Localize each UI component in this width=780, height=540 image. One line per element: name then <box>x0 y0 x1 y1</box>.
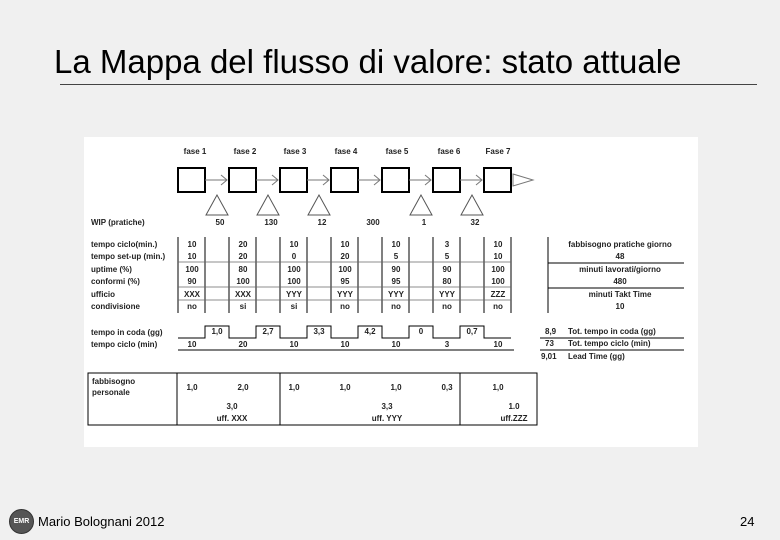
process-box <box>178 168 205 192</box>
cycle-time-value: 20 <box>238 340 248 349</box>
phase-data-cell: 10 <box>187 240 197 249</box>
cycle-time-value: 10 <box>187 340 197 349</box>
office-total: 3,0 <box>226 402 238 411</box>
company-logo: EMR <box>9 509 34 534</box>
cycle-time-value: 3 <box>444 340 450 349</box>
staff-value: 2,0 <box>237 383 249 392</box>
wip-value: 50 <box>215 218 225 227</box>
wip-value: 1 <box>421 218 427 227</box>
wip-label: WIP (pratiche) <box>91 218 145 227</box>
staff-value: 1,0 <box>339 383 351 392</box>
footer-author: Mario Bolognani 2012 <box>38 514 165 529</box>
staff-label: personale <box>92 388 130 397</box>
queue-time-value: 4,2 <box>364 327 376 336</box>
phase-label: fase 4 <box>334 147 358 156</box>
cycle-time-value: 10 <box>289 340 299 349</box>
phase-data-cell: 5 <box>444 252 450 261</box>
phase-data-cell: 5 <box>393 252 399 261</box>
row-label: conformi (%) <box>91 277 140 286</box>
output-arrow <box>513 174 533 186</box>
push-arrow <box>460 175 482 185</box>
cycle-time-value: 10 <box>391 340 401 349</box>
takt-label: fabbisogno pratiche giorno <box>568 240 672 249</box>
takt-value: 480 <box>613 277 627 286</box>
takt-label: minuti lavorati/giorno <box>579 265 661 274</box>
cycle-time-value: 10 <box>340 340 350 349</box>
summary-label: Lead Time (gg) <box>568 352 625 361</box>
row-label: uptime (%) <box>91 265 132 274</box>
phase-data-cell: 95 <box>340 277 350 286</box>
process-box <box>331 168 358 192</box>
process-box <box>280 168 307 192</box>
wip-value: 300 <box>366 218 380 227</box>
summary-value: 9,01 <box>541 352 557 361</box>
inventory-triangle <box>206 195 228 215</box>
staff-value: 1,0 <box>492 383 504 392</box>
phase-data-cell: 20 <box>238 240 248 249</box>
phase-data-cell: 10 <box>187 252 197 261</box>
phase-data-cell: 100 <box>491 265 505 274</box>
phase-data-cell: 0 <box>291 252 297 261</box>
value-stream-map-image <box>84 137 698 447</box>
phase-label: fase 6 <box>437 147 461 156</box>
phase-data-cell: 10 <box>340 240 350 249</box>
push-arrow <box>358 175 380 185</box>
inventory-triangle <box>308 195 330 215</box>
inventory-triangle <box>461 195 483 215</box>
timeline-label: tempo in coda (gg) <box>91 328 163 337</box>
staff-label: fabbisogno <box>92 377 136 386</box>
push-arrow <box>205 175 227 185</box>
inventory-triangle <box>410 195 432 215</box>
phase-data-cell: ZZZ <box>490 290 506 299</box>
phase-data-cell: no <box>442 302 452 311</box>
phase-data-cell: 90 <box>187 277 197 286</box>
phase-data-cell: 100 <box>236 277 250 286</box>
row-label: ufficio <box>91 290 115 299</box>
office-name: uff. XXX <box>216 414 248 423</box>
push-arrow <box>256 175 278 185</box>
phase-data-cell: YYY <box>438 290 456 299</box>
phase-data-cell: no <box>493 302 503 311</box>
row-label: tempo ciclo(min.) <box>91 240 158 249</box>
process-box <box>229 168 256 192</box>
staff-value: 1,0 <box>288 383 300 392</box>
phase-data-cell: 10 <box>289 240 299 249</box>
phase-data-cell: 90 <box>391 265 401 274</box>
phase-data-cell: si <box>239 302 247 311</box>
summary-value: 73 <box>545 339 554 348</box>
staff-value: 0,3 <box>441 383 453 392</box>
phase-data-cell: no <box>340 302 350 311</box>
phase-data-cell: 20 <box>238 252 248 261</box>
phase-data-cell: 100 <box>185 265 199 274</box>
phase-data-cell: 10 <box>493 240 503 249</box>
timeline-ladder <box>178 326 511 338</box>
phase-data-cell: 80 <box>238 265 248 274</box>
phase-label: fase 3 <box>283 147 307 156</box>
phase-data-cell: 100 <box>287 265 301 274</box>
slide-title: La Mappa del flusso di valore: stato attuale <box>54 43 682 80</box>
summary-label: Tot. tempo in coda (gg) <box>568 327 656 336</box>
takt-label: minuti Takt Time <box>588 290 652 299</box>
process-box <box>382 168 409 192</box>
row-label: tempo set-up (min.) <box>91 252 166 261</box>
row-label: condivisione <box>91 302 140 311</box>
staff-value: 1,0 <box>390 383 402 392</box>
phase-label: Fase 7 <box>485 147 511 156</box>
cycle-time-value: 10 <box>493 340 503 349</box>
phase-data-cell: YYY <box>336 290 354 299</box>
inventory-triangle <box>257 195 279 215</box>
phase-data-cell: 20 <box>340 252 350 261</box>
takt-value: 48 <box>615 252 625 261</box>
wip-value: 130 <box>264 218 278 227</box>
process-box <box>433 168 460 192</box>
phase-label: fase 5 <box>385 147 409 156</box>
phase-data-cell: 95 <box>391 277 401 286</box>
push-arrow <box>307 175 329 185</box>
queue-time-value: 3,3 <box>313 327 325 336</box>
phase-label: fase 1 <box>183 147 207 156</box>
page-number: 24 <box>740 514 755 529</box>
summary-value: 8,9 <box>545 327 557 336</box>
phase-data-cell: 3 <box>444 240 450 249</box>
phase-data-cell: 90 <box>442 265 452 274</box>
office-total: 1.0 <box>508 402 520 411</box>
phase-data-cell: 10 <box>493 252 503 261</box>
title-underline <box>60 84 757 85</box>
phase-data-cell: XXX <box>234 290 252 299</box>
phase-data-cell: 80 <box>442 277 452 286</box>
phase-data-cell: XXX <box>183 290 201 299</box>
wip-value: 32 <box>470 218 480 227</box>
push-arrow <box>409 175 431 185</box>
phase-data-cell: no <box>391 302 401 311</box>
office-name: uff.ZZZ <box>500 414 528 423</box>
wip-value: 12 <box>317 218 327 227</box>
timeline-label: tempo ciclo (min) <box>91 340 158 349</box>
value-stream-map-diagram <box>84 137 698 447</box>
queue-time-value: 0 <box>418 327 424 336</box>
phase-data-cell: si <box>290 302 298 311</box>
phase-data-cell: YYY <box>387 290 405 299</box>
queue-time-value: 1,0 <box>211 327 223 336</box>
process-box <box>484 168 511 192</box>
phase-data-cell: no <box>187 302 197 311</box>
office-total: 3,3 <box>381 402 393 411</box>
takt-value: 10 <box>615 302 625 311</box>
phase-data-cell: 100 <box>491 277 505 286</box>
staff-value: 1,0 <box>186 383 198 392</box>
summary-label: Tot. tempo ciclo (min) <box>568 339 651 348</box>
queue-time-value: 2,7 <box>262 327 274 336</box>
phase-data-cell: YYY <box>285 290 303 299</box>
phase-label: fase 2 <box>233 147 257 156</box>
queue-time-value: 0,7 <box>466 327 478 336</box>
phase-data-cell: 10 <box>391 240 401 249</box>
office-name: uff. YYY <box>371 414 403 423</box>
phase-data-cell: 100 <box>338 265 352 274</box>
phase-data-cell: 100 <box>287 277 301 286</box>
